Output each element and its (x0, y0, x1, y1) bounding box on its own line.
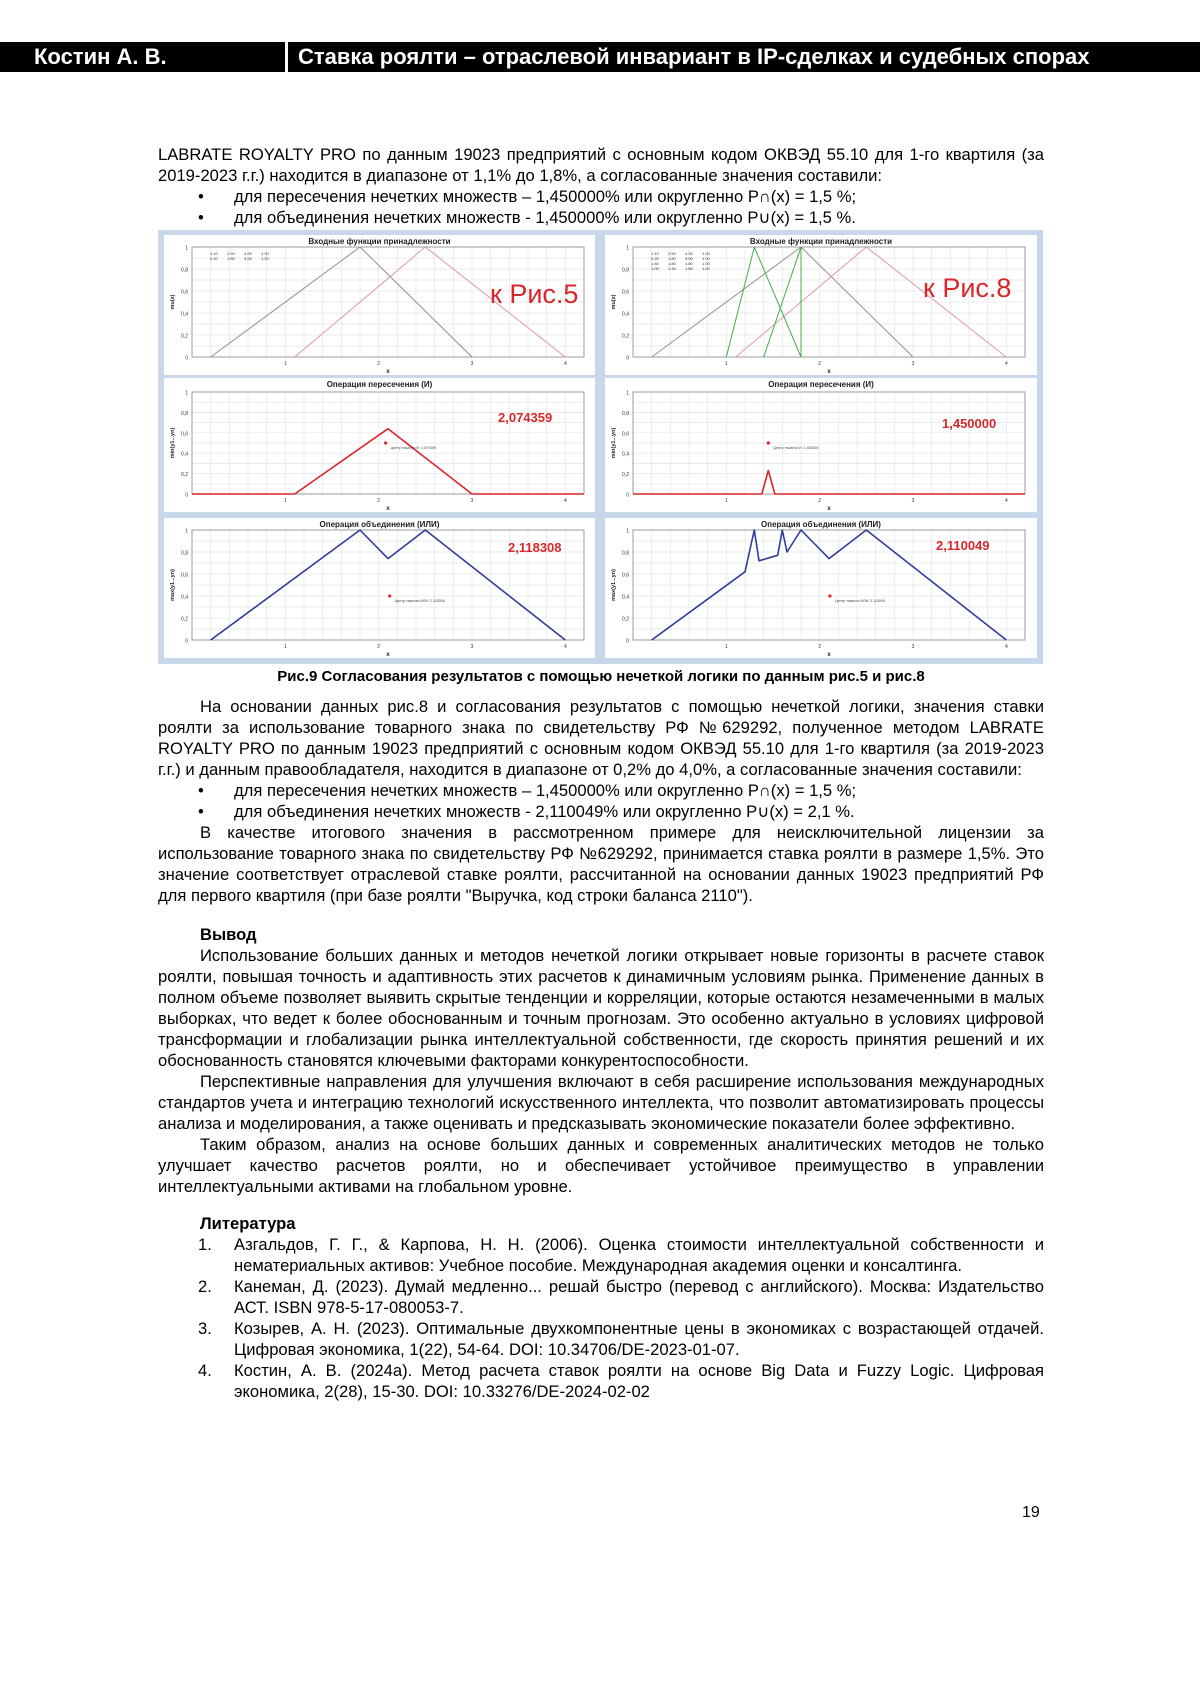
reference-number: 3. (198, 1319, 212, 1338)
chart-intersection-right (605, 378, 1037, 512)
x-tick-label: 1 (724, 361, 728, 367)
y-tick-label: 0,6 (622, 572, 629, 579)
param-table-cell: 2.50 (227, 251, 235, 256)
x-tick-label: 3 (470, 644, 474, 650)
y-tick-label: 1 (626, 390, 629, 397)
centroid-label: Центр тяжести ИЛИ: 2.118308 (394, 599, 445, 603)
centroid-label: Центр тяжести И: 1.450000 (773, 446, 819, 450)
y-tick-label: 1 (626, 245, 629, 252)
param-table-cell: 0.20 (210, 256, 218, 261)
centroid-point (828, 594, 831, 597)
intro-bullet-1 (158, 186, 1044, 207)
x-tick-label: 4 (1004, 644, 1008, 650)
grid (633, 392, 1025, 494)
param-table-cell: 3.00 (244, 256, 252, 261)
x-tick-label: 3 (911, 644, 915, 650)
x-axis-label: x (386, 652, 390, 658)
x-tick-label: 4 (1004, 498, 1008, 504)
panel-intersection-right (605, 378, 1037, 512)
y-tick-label: 0,6 (181, 572, 188, 579)
conclusion-paragraph-1: Использование больших данных и методов нечеткой логики открывает новые горизонты в расчете ставок роялти, повышая точность и адаптивность этих расчетов к динамичным условиям рынка. Применение данных в полном объеме позволяет выявить скрытые тенденции и корреляции, которые остаются незамеченными в малых выборках, что ведет к более обоснованным и точным прогнозам. Это особенно актуально в условиях цифровой трансформации и глобализации рынка интеллектуальной собственности, где скорость принятия решений и их обоснованность становятся ключевыми факторами конкурентоспособности. (158, 946, 1044, 1070)
figure-tag: к Рис.5 (490, 279, 579, 309)
panel-title: Входные функции принадлежности (308, 237, 451, 246)
chart-intersection-left (164, 378, 595, 512)
y-tick-label: 0,4 (181, 451, 188, 458)
panel-title: Операция объединения (ИЛИ) (319, 520, 440, 529)
y-axis-label: min(y1...yn) (170, 427, 176, 459)
references-heading: Литература (200, 1214, 296, 1233)
body-paragraph-2: В качестве итогового значения в рассмотренном примере для неисключительной лицензии за использование товарного знака по свидетельству РФ №629292, принимается ставка роялти в размере 1,5%. Это значение соответствует отраслевой ставке роялти, рассчитанной на основании данных 19023 предприятий РФ для первого квартиля (при базе роялти "Выручка, код строки баланса 2110"). (158, 823, 1044, 905)
y-tick-label: 0 (626, 492, 629, 499)
y-tick-label: 0,2 (622, 472, 629, 479)
centroid-value: 2,118308 (508, 540, 562, 555)
y-axis-label: max(y1...yn) (170, 569, 176, 601)
param-table-cell: 1.80 (685, 266, 693, 271)
header-separator (285, 42, 288, 72)
x-axis-label: x (827, 369, 831, 375)
intro-block (158, 144, 1044, 228)
bullet-dot: • (198, 187, 204, 206)
param-table-cell: 1.00 (261, 256, 269, 261)
x-tick-label: 1 (283, 361, 287, 367)
y-tick-label: 0 (185, 492, 188, 499)
bullet-text: для объединения нечетких множеств - 2,110049% или округленно P∪(x) = 2,1 %. (234, 802, 855, 821)
x-axis-label: x (386, 506, 390, 512)
conclusion-paragraph-3: Таким образом, анализ на основе больших данных и современных аналитических методов не только улучшает качество расчетов роялти, но и обеспечивает устойчивое преимущество в управлении интеллектуальными активами на глобальном уровне. (158, 1135, 1044, 1196)
y-tick-label: 0,8 (622, 267, 629, 274)
x-tick-label: 3 (911, 498, 915, 504)
y-tick-label: 0,2 (622, 616, 629, 623)
centroid-point (388, 594, 391, 597)
panel-input-right (605, 235, 1037, 375)
centroid-value: 1,450000 (942, 416, 997, 431)
y-tick-label: 1 (626, 528, 629, 535)
panel-union-right (605, 518, 1037, 658)
reference-text: Азгальдов, Г. Г., & Карпова, Н. Н. (2006). Оценка стоимости интеллектуальной собственности и нематериальных активов: Учебное пособие. Международная академия оценки и консалтинга. (234, 1235, 1044, 1275)
series-line (633, 471, 1025, 495)
x-tick-label: 1 (283, 644, 287, 650)
reference-text: Костин, А. В. (2024a). Метод расчета ставок роялти на основе Big Data и Fuzzy Logic. Цифровая экономика, 2(28), 15-30. DOI: 10.33276/DE-2024-02-02 (234, 1361, 1044, 1401)
param-table-cell: 1.10 (651, 251, 659, 256)
y-tick-label: 0,4 (622, 594, 629, 601)
centroid-point (767, 441, 770, 444)
y-axis-label: mu(x) (170, 294, 176, 310)
centroid-value: 2,110049 (936, 538, 990, 553)
centroid-label: Центр тяжести ИЛИ: 2.110049 (834, 599, 885, 603)
x-tick-label: 2 (377, 498, 381, 504)
reference-2 (158, 1276, 1044, 1318)
panel-intersection-left (164, 378, 595, 512)
figure-caption: Рис.9 Согласования результатов с помощью нечеткой логики по данным рис.5 и рис.8 (277, 668, 925, 685)
y-tick-label: 0,4 (622, 451, 629, 458)
reference-4 (158, 1360, 1044, 1402)
grid (192, 392, 584, 494)
y-tick-label: 0,2 (622, 333, 629, 340)
param-table-cell: 1.00 (702, 266, 710, 271)
y-tick-label: 0,8 (181, 410, 188, 417)
y-tick-label: 0,6 (622, 431, 629, 438)
param-table-cell: 1.00 (261, 251, 269, 256)
y-tick-label: 0,2 (181, 333, 188, 340)
panel-title: Операция пересечения (И) (326, 380, 433, 389)
x-tick-label: 4 (563, 498, 567, 504)
reference-text: Козырев, А. Н. (2023). Оптимальные двухкомпонентные цены в экономиках с возрастающей отдачей. Цифровая экономика, 1(22), 54-64. DOI: 10.34706/DE-2023-01-07. (234, 1319, 1044, 1359)
x-tick-label: 3 (470, 498, 474, 504)
x-axis-label: x (386, 369, 390, 375)
header-title: Ставка роялти – отраслевой инвариант в IP-сделках и судебных спорах (298, 44, 1090, 69)
y-tick-label: 1 (185, 528, 188, 535)
y-tick-label: 1 (185, 245, 188, 252)
x-tick-label: 1 (724, 498, 728, 504)
param-table-cell: 4.00 (244, 251, 252, 256)
x-axis-label: x (827, 652, 831, 658)
y-tick-label: 1 (185, 390, 188, 397)
param-table-cell: 1.30 (668, 266, 676, 271)
body-bullet-2 (158, 801, 1044, 822)
running-header (0, 42, 1200, 72)
header-author: Костин А. В. (34, 44, 167, 69)
x-tick-label: 1 (283, 498, 287, 504)
y-tick-label: 0 (185, 638, 188, 645)
centroid-label: Центр тяжести И: 2.074359 (390, 446, 436, 450)
figure-tag: к Рис.8 (923, 273, 1012, 303)
y-tick-label: 0,8 (622, 550, 629, 557)
param-table-cell: 4.00 (685, 251, 693, 256)
x-tick-label: 2 (377, 644, 381, 650)
bullet-text: для пересечения нечетких множеств – 1,450000% или округленно P∩(x) = 1,5 %; (234, 187, 857, 206)
y-tick-label: 0 (626, 638, 629, 645)
x-tick-label: 4 (563, 644, 567, 650)
y-tick-label: 0 (626, 355, 629, 362)
reference-number: 1. (198, 1235, 212, 1254)
param-table-cell: 1.00 (702, 256, 710, 261)
param-table-cell: 1.80 (668, 256, 676, 261)
param-table-cell: 1.00 (702, 261, 710, 266)
reference-number: 2. (198, 1277, 212, 1296)
x-tick-label: 3 (470, 361, 474, 367)
reference-1 (158, 1234, 1044, 1276)
param-table-cell: 0.20 (651, 256, 659, 261)
chart-union-left (164, 518, 595, 658)
y-tick-label: 0,8 (622, 410, 629, 417)
panel-union-left (164, 518, 595, 658)
intro-paragraph: LABRATE ROYALTY PRO по данным 19023 предприятий с основным кодом ОКВЭД 55.10 для 1-го квартиля (за 2019-2023 г.г.) находится в диапазоне от 1,1% до 1,8%, а согласованные значения составили: (158, 145, 1044, 185)
y-tick-label: 0,6 (181, 431, 188, 438)
param-table-cell: 1.10 (210, 251, 218, 256)
x-tick-label: 3 (911, 361, 915, 367)
conclusion-paragraph-2: Перспективные направления для улучшения включают в себя расширение использования международных стандартов учета и интеграцию технологий искусственного интеллекта, что позволит автоматизировать процессы анализа и моделирования, а также оценивать и предсказывать экономические показатели более эффективно. (158, 1072, 1044, 1133)
reference-number: 4. (198, 1361, 212, 1380)
y-tick-label: 0,4 (622, 311, 629, 318)
intro-bullet-2 (158, 207, 1044, 228)
y-tick-label: 0,2 (181, 472, 188, 479)
bullet-dot: • (198, 781, 204, 800)
x-tick-label: 4 (1004, 361, 1008, 367)
y-axis-label: max(y1...yn) (611, 569, 617, 601)
bullet-text: для пересечения нечетких множеств – 1,450000% или округленно P∩(x) = 1,5 %; (234, 781, 857, 800)
centroid-point (384, 441, 387, 444)
x-tick-label: 2 (377, 361, 381, 367)
x-axis-label: x (827, 506, 831, 512)
x-tick-label: 2 (818, 644, 822, 650)
param-table-cell: 2.50 (668, 251, 676, 256)
param-table-cell: 3.00 (685, 256, 693, 261)
bullet-dot: • (198, 208, 204, 227)
reference-text: Канеман, Д. (2023). Думай медленно... решай быстро (перевод с английского). Москва: Издательство АСТ. ISBN 978-5-17-080053-7. (234, 1277, 1044, 1317)
y-tick-label: 0 (185, 355, 188, 362)
body-bullet-1 (158, 780, 1044, 801)
centroid-value: 2,074359 (498, 410, 553, 425)
y-tick-label: 0,8 (181, 267, 188, 274)
param-table-cell: 1.00 (651, 266, 659, 271)
panel-input-left (164, 235, 595, 375)
panel-title: Операция объединения (ИЛИ) (761, 520, 881, 529)
y-tick-label: 0,6 (181, 289, 188, 296)
bullet-text: для объединения нечетких множеств - 1,450000% или округленно P∪(x) = 1,5 %. (234, 208, 856, 227)
param-table-cell: 1.00 (702, 251, 710, 256)
panel-title: Операция пересечения (И) (768, 380, 874, 389)
y-axis-label: min(y1...yn) (611, 427, 617, 459)
param-table-cell: 1.80 (685, 261, 693, 266)
x-tick-label: 4 (563, 361, 567, 367)
param-table-cell: 1.80 (668, 261, 676, 266)
series-line (192, 429, 584, 494)
y-tick-label: 0,2 (181, 616, 188, 623)
panel-title: Входные функции принадлежности (749, 237, 893, 246)
param-table-cell: 1.80 (227, 256, 235, 261)
x-tick-label: 1 (724, 644, 728, 650)
x-tick-label: 2 (818, 498, 822, 504)
bullet-dot: • (198, 802, 204, 821)
y-tick-label: 0,8 (181, 550, 188, 557)
y-tick-label: 0,4 (181, 594, 188, 601)
reference-3 (158, 1318, 1044, 1360)
figure-9 (158, 230, 1043, 664)
page-number: 19 (1022, 1504, 1040, 1521)
body-block (158, 696, 1044, 1402)
param-table-cell: 1.40 (651, 261, 659, 266)
conclusion-heading: Вывод (200, 925, 257, 944)
y-tick-label: 0,4 (181, 311, 188, 318)
x-tick-label: 2 (818, 361, 822, 367)
y-tick-label: 0,6 (622, 289, 629, 296)
body-paragraph-1: На основании данных рис.8 и согласования результатов с помощью нечеткой логики, значения ставки роялти за использование товарного знака по свидетельству РФ №629292, полученное методом LABRATE ROYALTY PRO по данным 19023 предприятий с основным кодом ОКВЭД 55.10 для 1-го квартиля (за 2019-2023 г.г.) и данным правообладателя, находится в диапазоне от 0,2% до 4,0%, а согласованные значения составили: (158, 697, 1044, 779)
y-axis-label: mu(x) (611, 294, 617, 310)
chart-input-right (605, 235, 1037, 375)
